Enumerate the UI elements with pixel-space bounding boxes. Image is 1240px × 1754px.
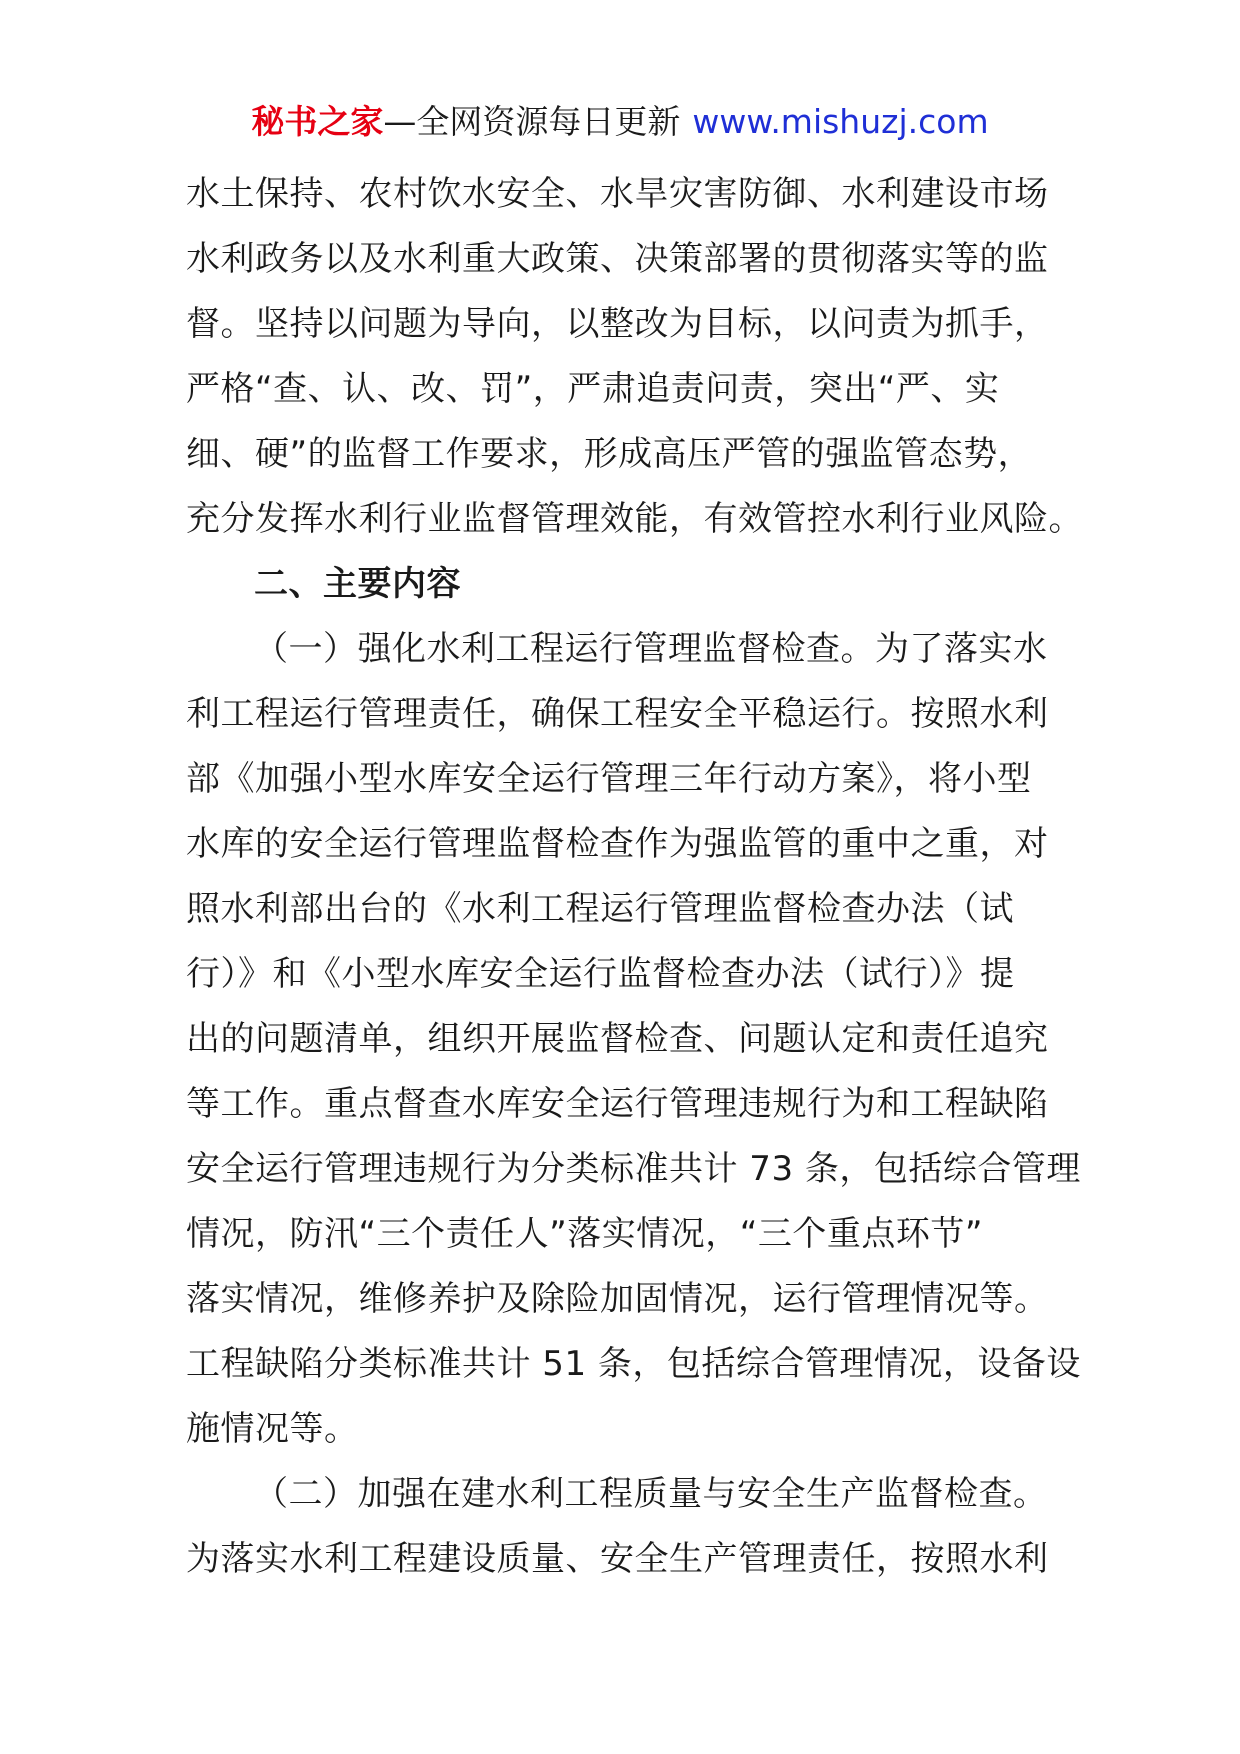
document-body [186,162,1083,1592]
body-line: 情况，防汛“三个责任人”落实情况，“三个重点环节” [186,1214,983,1254]
section-heading: 二、主要内容 [254,564,461,604]
body-line: （二）加强在建水利工程质量与安全生产监督检查。 [254,1474,1048,1514]
body-line: 细、硬”的监督工作要求，形成高压严管的强监管态势， [186,434,1033,474]
header-brand: 秘书之家 [251,102,384,141]
body-line: 严格“查、认、改、罚”，严肃追责问责，突出“严、实 [186,369,1000,409]
page-header [0,100,1240,144]
header-tagline: —全网资源每日更新 [383,102,681,141]
body-line: 督。坚持以问题为导向，以整改为目标，以问责为抓手， [186,304,1049,344]
body-line: 等工作。重点督查水库安全运行管理违规行为和工程缺陷 [186,1084,1049,1124]
body-line: 利工程运行管理责任，确保工程安全平稳运行。按照水利 [186,694,1049,734]
body-line: 充分发挥水利行业监督管理效能，有效管控水利行业风险。 [186,499,1083,539]
body-line: 工程缺陷分类标准共计 51 条，包括综合管理情况，设备设 [186,1344,1081,1384]
body-line: 出的问题清单，组织开展监督检查、问题认定和责任追究 [186,1019,1049,1059]
body-line: 部《加强小型水库安全运行管理三年行动方案》，将小型 [186,759,1032,799]
body-line: 为落实水利工程建设质量、安全生产管理责任，按照水利 [186,1539,1049,1579]
body-line: （一）强化水利工程运行管理监督检查。为了落实水 [254,629,1048,669]
body-line: 水库的安全运行管理监督检查作为强监管的重中之重，对 [186,824,1049,864]
body-line: 安全运行管理违规行为分类标准共计 73 条，包括综合管理 [186,1149,1081,1189]
body-line: 水利政务以及水利重大政策、决策部署的贯彻落实等的监 [186,239,1049,279]
header-url-link[interactable]: www.mishuzj.com [692,102,989,141]
body-line: 水土保持、农村饮水安全、水旱灾害防御、水利建设市场 [186,174,1049,214]
body-line: 施情况等。 [186,1409,359,1449]
body-line: 落实情况，维修养护及除险加固情况，运行管理情况等。 [186,1279,1049,1319]
body-line: 行）》和《小型水库安全运行监督检查办法（试行）》提 [186,954,1015,994]
body-line: 照水利部出台的《水利工程运行管理监督检查办法（试 [186,889,1014,929]
